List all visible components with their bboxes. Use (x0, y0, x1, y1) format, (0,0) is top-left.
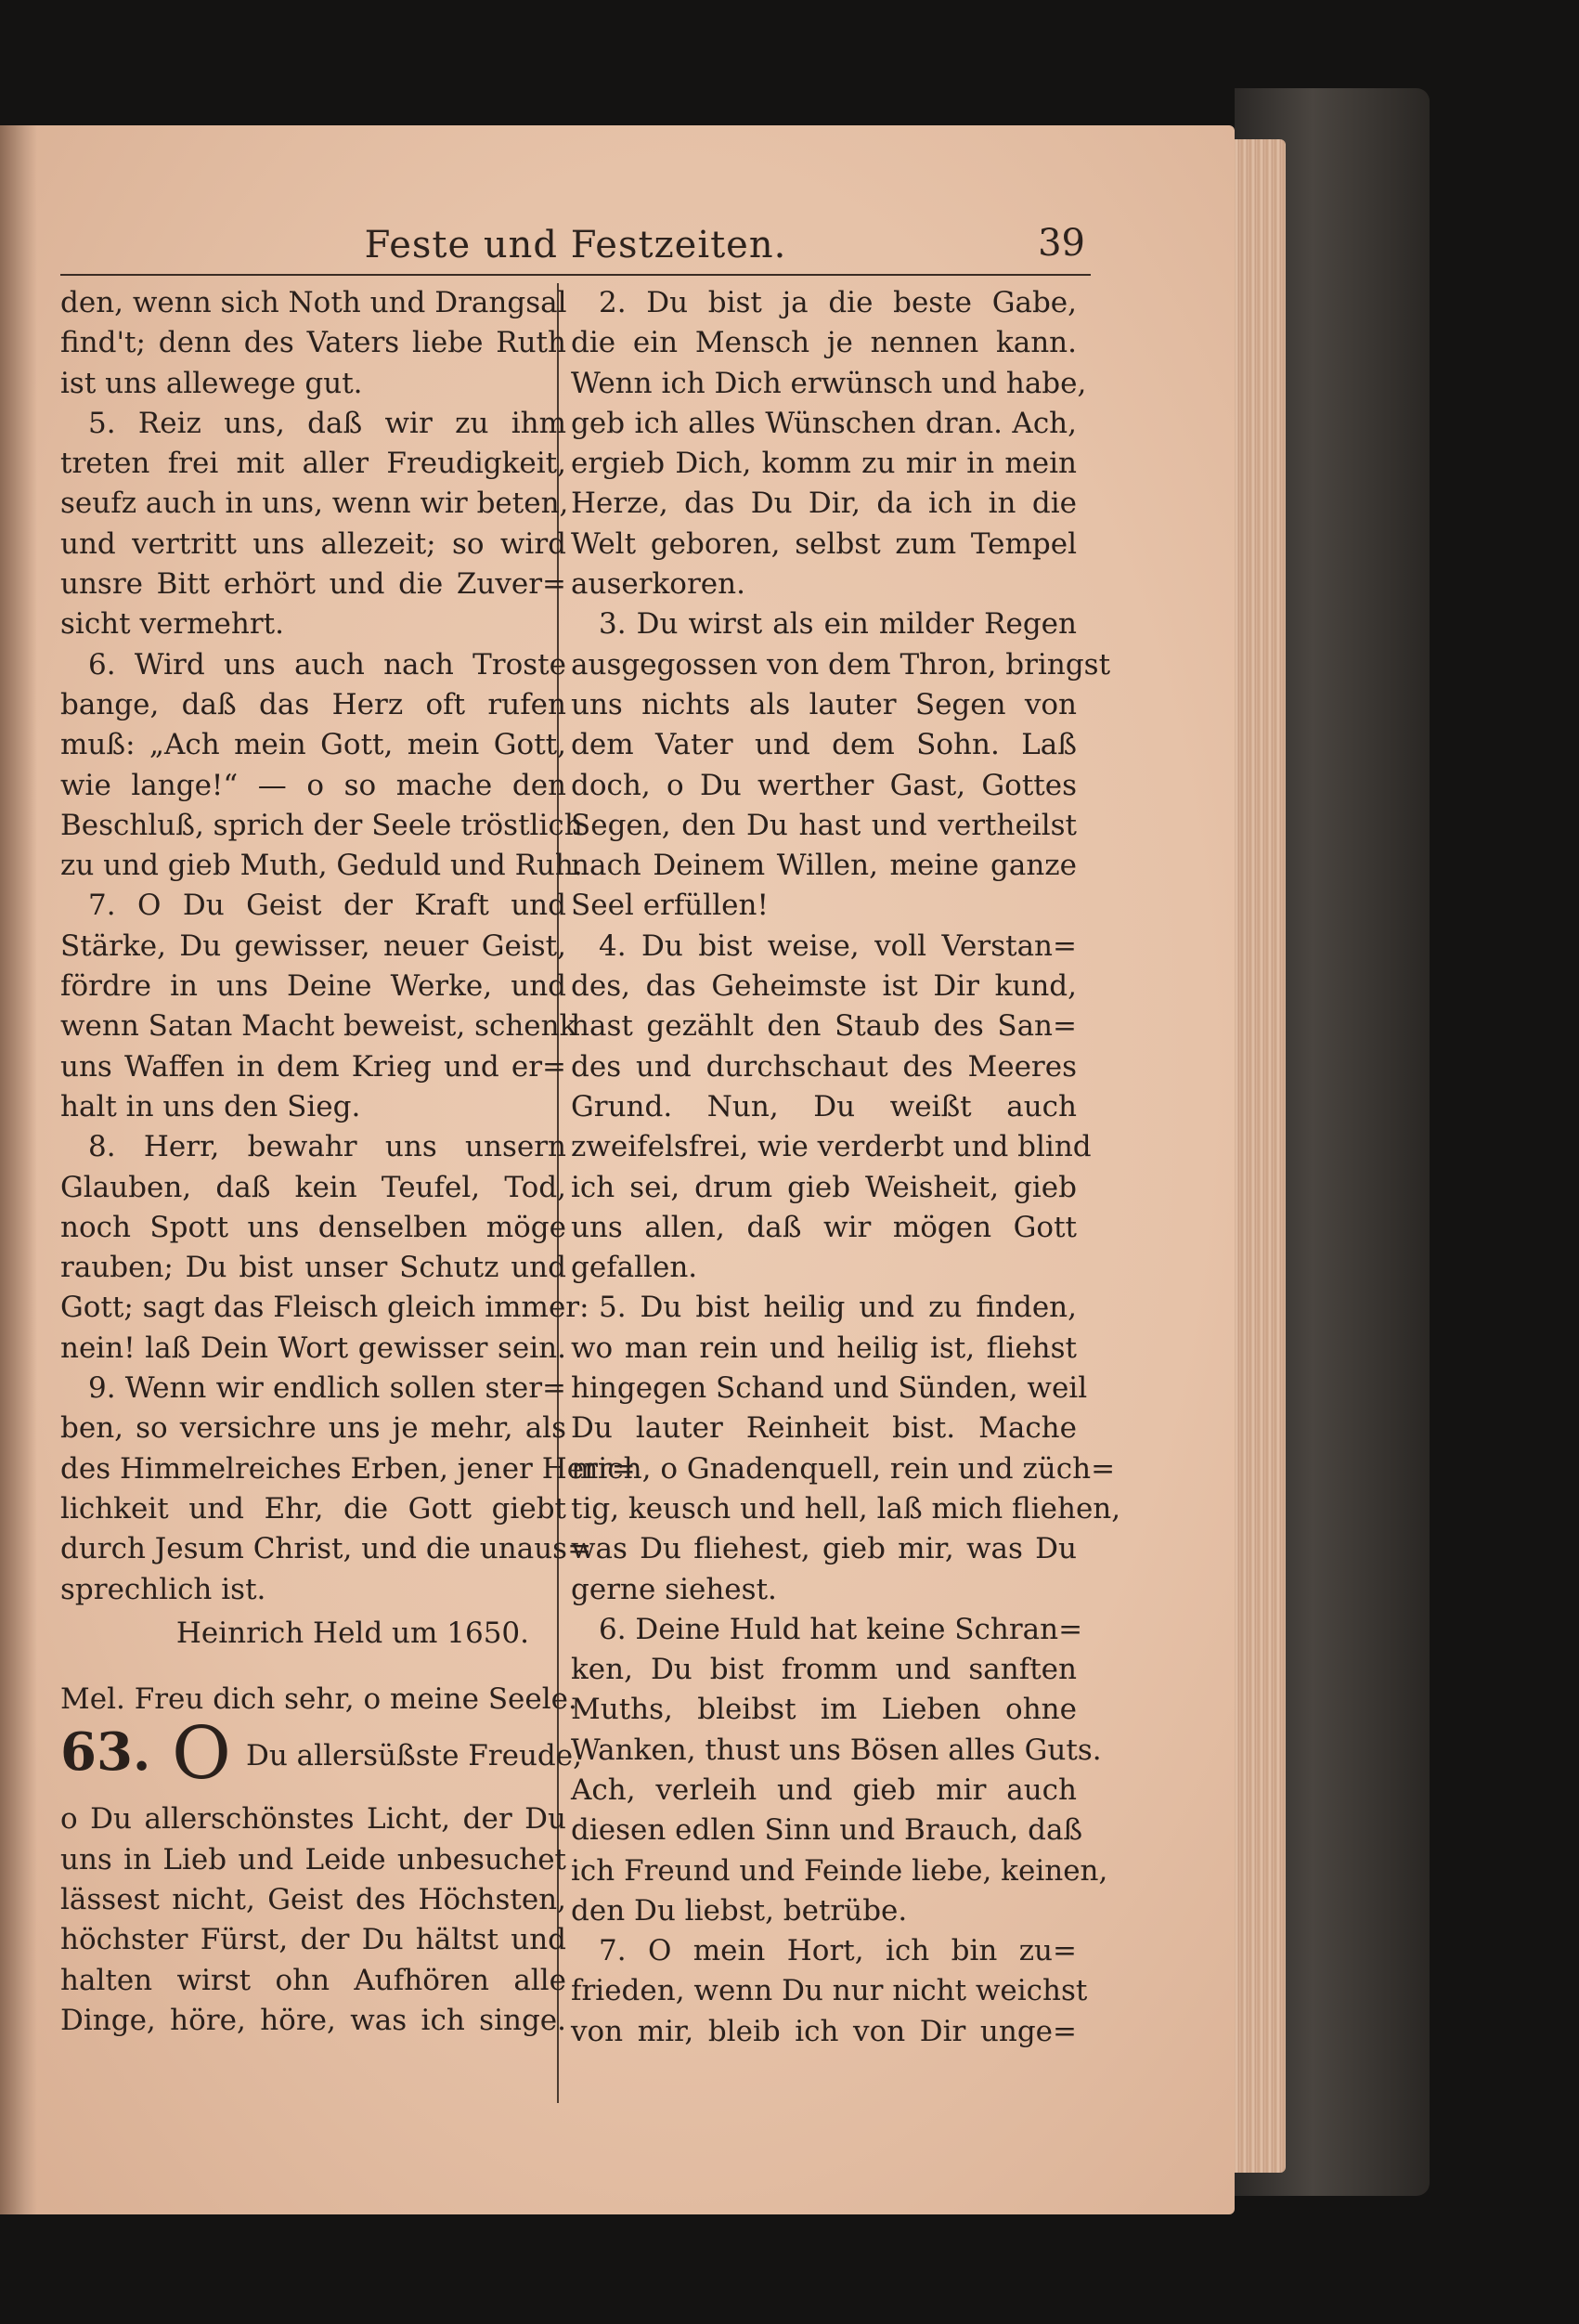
text-line: wie lange!“ — o so mache den (60, 768, 566, 802)
text-line: halten wirst ohn Aufhören alle (60, 1963, 566, 1997)
text-line: Herze, das Du Dir, da ich in die (571, 487, 1077, 521)
page-gutter (0, 125, 37, 2214)
text-line: hast gezählt den Staub des San= (571, 1009, 1077, 1044)
text-line: Welt geboren, selbst zum Tempel (571, 526, 1077, 561)
hymn-number: 63. (60, 1721, 151, 1784)
text-line: Du lauter Reinheit bist. Mache (571, 1411, 1077, 1446)
text-line: des und durchschaut des Meeres (571, 1049, 1077, 1084)
text-line: ich sei, drum gieb Weisheit, gieb (571, 1170, 1077, 1204)
text-line: was Du fliehest, gieb mir, was Du (571, 1532, 1077, 1566)
text-line: sicht vermehrt. (60, 607, 284, 642)
text-line: und vertritt uns allezeit; so wird (60, 526, 566, 561)
text-line: 5. Reiz uns, daß wir zu ihm (88, 406, 566, 440)
text-line: 3. Du wirst als ein milder Regen (599, 607, 1077, 642)
text-line: zweifelsfrei, wie verderbt und blind (571, 1130, 1092, 1164)
text-line: ben, so versichre uns je mehr, als (60, 1411, 566, 1446)
text-line: wenn Satan Macht beweist, schenk (60, 1009, 577, 1044)
text-line: zu und gieb Muth, Geduld und Ruh. (60, 849, 583, 883)
text-line: Seel erfüllen! (571, 889, 769, 923)
text-line: dem Vater und dem Sohn. Laß (571, 728, 1077, 762)
text-line: 7. O Du Geist der Kraft und (88, 889, 566, 923)
text-line: uns allen, daß wir mögen Gott (571, 1210, 1077, 1244)
text-line: unsre Bitt erhört und die Zuver= (60, 567, 566, 602)
text-line: ich Freund und Feinde liebe, keinen, (571, 1853, 1108, 1888)
text-line: von mir, bleib ich von Dir unge= (571, 2014, 1077, 2048)
book-page (0, 125, 1235, 2214)
text-line: tig, keusch und hell, laß mich fliehen, (571, 1491, 1121, 1526)
text-line: o Du allerschönstes Licht, der Du (60, 1802, 566, 1837)
text-line: nach Deinem Willen, meine ganze (571, 849, 1077, 883)
text-line: sprechlich ist. (60, 1572, 266, 1606)
text-line: des Himmelreiches Erben, jener Herr= (60, 1451, 636, 1486)
text-line: den, wenn sich Noth und Drangsal (60, 286, 567, 319)
text-line: 6. Deine Huld hat keine Schran= (599, 1612, 1083, 1646)
text-line: den Du liebst, betrübe. (571, 1893, 908, 1928)
text-line: Grund. Nun, Du weißt auch (571, 1089, 1077, 1123)
right-column (571, 283, 1121, 2052)
page-number: 39 (1038, 222, 1085, 265)
text-line: uns in Lieb und Leide unbesuchet (60, 1842, 566, 1876)
text-line: seufz auch in uns, wenn wir beten, (60, 487, 569, 521)
text-line: noch Spott uns denselben möge (60, 1210, 566, 1244)
text-line: ken, Du bist fromm und sanften (571, 1653, 1077, 1687)
text-line: doch, o Du werther Gast, Gottes (571, 768, 1077, 802)
text-line: Wanken, thust uns Bösen alles Guts. (571, 1733, 1102, 1767)
text-line: find't; denn des Vaters liebe Ruth (60, 326, 566, 360)
text-line: lichkeit und Ehr, die Gott giebt (60, 1491, 566, 1526)
melody-indication: Mel. Freu dich sehr, o meine Seele. (60, 1682, 577, 1717)
text-line: geb ich alles Wünschen dran. Ach, (571, 406, 1077, 440)
text-line: Stärke, Du gewisser, neuer Geist, (60, 928, 566, 963)
text-line: Segen, den Du hast und vertheilst (571, 808, 1077, 842)
text-line: 9. Wenn wir endlich sollen ster= (88, 1371, 566, 1406)
hymn-start (60, 1712, 582, 1799)
text-line: hingegen Schand und Sünden, weil (571, 1371, 1088, 1406)
text-line: fördre in uns Deine Werke, und (60, 969, 566, 1004)
text-line: 6. Wird uns auch nach Troste (88, 647, 566, 682)
text-line: bange, daß das Herz oft rufen (60, 687, 566, 721)
text-line: uns Waffen in dem Krieg und er= (60, 1049, 566, 1084)
text-line: Ach, verleih und gieb mir auch (571, 1772, 1077, 1807)
text-line: Glauben, daß kein Teufel, Tod, (60, 1170, 566, 1204)
text-line: Dinge, höre, höre, was ich singe. (60, 2003, 566, 2037)
text-line: 5. Du bist heilig und zu finden, (599, 1291, 1077, 1325)
text-line: lässest nicht, Geist des Höchsten, (60, 1882, 566, 1916)
text-line: 2. Du bist ja die beste Gabe, (599, 286, 1077, 319)
text-line: Beschluß, sprich der Seele tröstlich (60, 808, 583, 842)
text-line: muß: „Ach mein Gott, mein Gott, (60, 728, 566, 762)
text-line: ausgegossen von dem Thron, bringst (571, 647, 1111, 682)
text-line: des, das Geheimste ist Dir kund, (571, 969, 1077, 1004)
text-line: ist uns allewege gut. (60, 366, 363, 400)
text-line: auserkoren. (571, 567, 745, 602)
text-line: Muths, bleibst im Lieben ohne (571, 1693, 1077, 1727)
text-line: rauben; Du bist unser Schutz und (60, 1251, 566, 1285)
running-head (60, 218, 1091, 276)
text-line: gerne siehest. (571, 1572, 777, 1606)
hymn-author: Heinrich Held um 1650. (175, 1616, 529, 1650)
text-line: mich, o Gnadenquell, rein und züch= (571, 1451, 1116, 1486)
text-line: Wenn ich Dich erwünsch und habe, (571, 366, 1087, 400)
text-line: ergieb Dich, komm zu mir in mein (571, 447, 1077, 481)
text-line: 4. Du bist weise, voll Verstan= (599, 928, 1077, 963)
text-line: treten frei mit aller Freudigkeit, (60, 447, 566, 481)
text-line: Gott; sagt das Fleisch gleich immer: (60, 1291, 589, 1325)
drop-cap: O (172, 1712, 231, 1797)
text-line: 7. O mein Hort, ich bin zu= (599, 1934, 1077, 1968)
page-title: Feste und Festzeiten. (364, 224, 787, 266)
text-line: frieden, wenn Du nur nicht weichst (571, 1974, 1088, 2008)
text-line: gefallen. (571, 1251, 698, 1285)
text-line: 8. Herr, bewahr uns unsern (88, 1130, 566, 1164)
hymn-first-line: Du allersüßste Freude, (246, 1739, 582, 1773)
text-line: höchster Fürst, der Du hältst und (60, 1923, 566, 1957)
text-line: halt in uns den Sieg. (60, 1089, 361, 1123)
text-line: diesen edlen Sinn und Brauch, daß (571, 1813, 1083, 1848)
text-line: die ein Mensch je nennen kann. (571, 326, 1077, 360)
text-line: nein! laß Dein Wort gewisser sein. (60, 1331, 566, 1365)
text-line: wo man rein und heilig ist, fliehst (571, 1331, 1077, 1365)
text-line: uns nichts als lauter Segen von (571, 687, 1077, 721)
text-line: durch Jesum Christ, und die unaus= (60, 1532, 592, 1566)
